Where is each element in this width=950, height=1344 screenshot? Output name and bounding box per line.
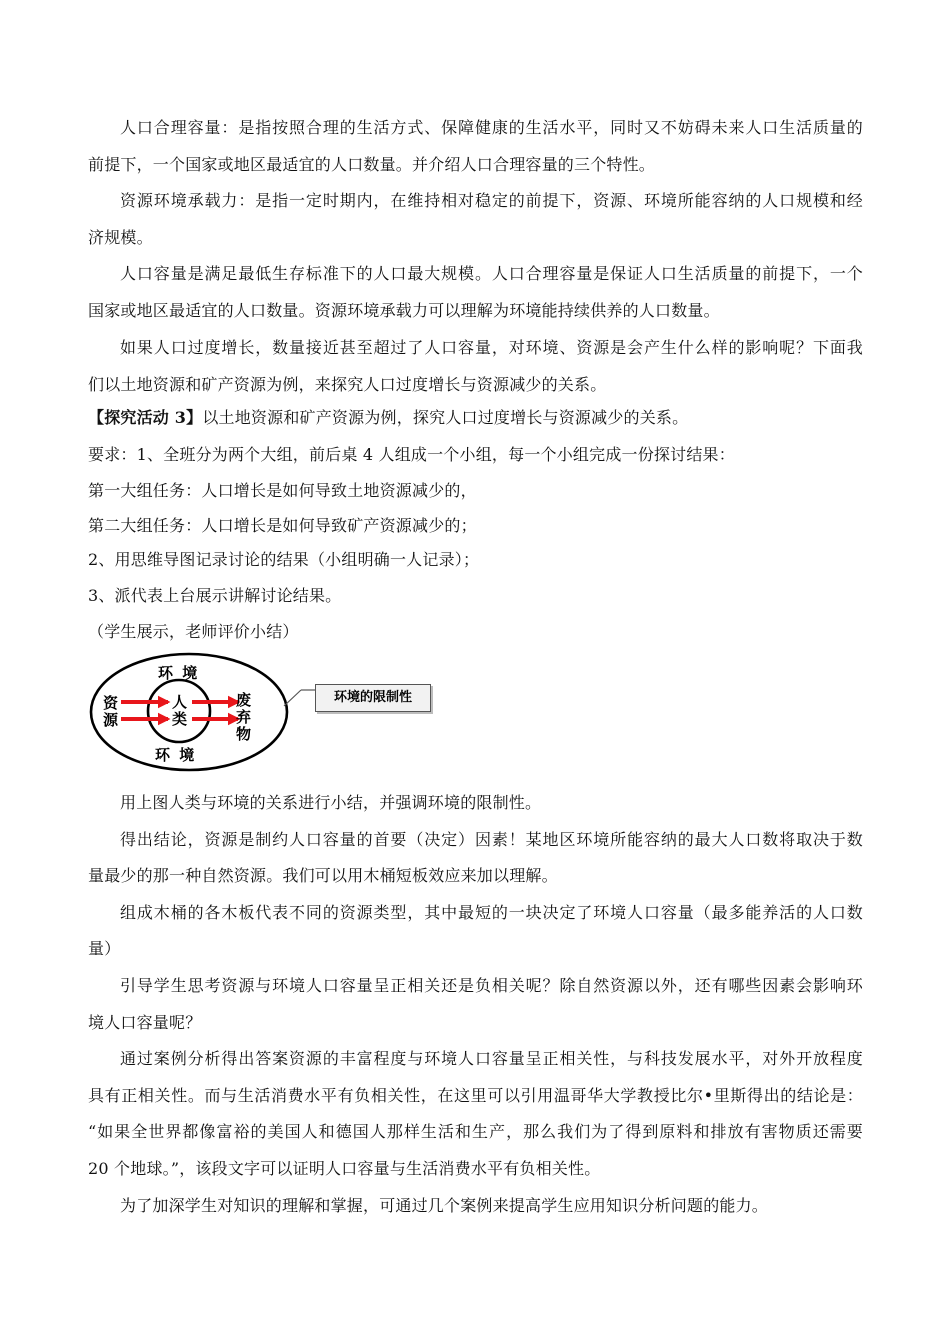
paragraph-line: 国家或地区最适宜的人口数量。资源环境承载力可以理解为环境能持续供养的人口数量。 bbox=[88, 301, 720, 320]
paragraph-line: 量） bbox=[88, 939, 121, 958]
paragraph-line: 引导学生思考资源与环境人口容量呈正相关还是负相关呢？除自然资源以外，还有哪些因素会影响环 bbox=[120, 976, 863, 995]
student-show-note: （学生展示，老师评价小结） bbox=[88, 622, 299, 641]
paragraph-line: 通过案例分析得出答案资源的丰富程度与环境人口容量呈正相关性，与科技发展水平，对外开放程度 bbox=[120, 1049, 863, 1068]
paragraph-line: 济规模。 bbox=[88, 228, 153, 247]
requirement-3: 3、派代表上台展示讲解讨论结果。 bbox=[88, 586, 342, 605]
environment-limitation-callout: 环境的限制性 bbox=[315, 684, 431, 712]
paragraph-line: 们以土地资源和矿产资源为例，来探究人口过度增长与资源减少的关系。 bbox=[88, 375, 607, 394]
environment-bottom-label: 环 境 bbox=[155, 746, 197, 764]
diagram-graphic bbox=[88, 652, 433, 777]
activity-text: 以土地资源和矿产资源为例，探究人口过度增长与资源减少的关系。 bbox=[202, 408, 689, 427]
paragraph-line: 20 个地球。”，该段文字可以证明人口容量与生活消费水平有负相关性。 bbox=[88, 1159, 601, 1178]
resources-label-2: 源 bbox=[103, 711, 119, 729]
paragraph-line: 用上图人类与环境的关系进行小结，并强调环境的限制性。 bbox=[120, 793, 542, 812]
paragraph-line: 境人口容量呢？ bbox=[88, 1013, 202, 1032]
task-group-2: 第二大组任务：人口增长是如何导致矿产资源减少的； bbox=[88, 516, 477, 535]
paragraph-line: “如果全世界都像富裕的美国人和德国人那样生活和生产，那么我们为了得到原料和排放有害物质还需要 bbox=[88, 1122, 863, 1141]
human-label-2: 类 bbox=[172, 710, 188, 728]
paragraph-line: 人口容量是满足最低生存标准下的人口最大规模。人口合理容量是保证人口生活质量的前提下，一个 bbox=[120, 264, 863, 283]
environment-top-label: 环 境 bbox=[158, 664, 200, 682]
paragraph-line: 资源环境承载力：是指一定时期内，在维持相对稳定的前提下，资源、环境所能容纳的人口规模和经 bbox=[120, 191, 863, 210]
paragraph-line: 前提下，一个国家或地区最适宜的人口数量。并介绍人口合理容量的三个特性。 bbox=[88, 155, 656, 174]
activity-heading bbox=[88, 408, 688, 428]
requirement-2: 2、用思维导图记录讨论的结果（小组明确一人记录）； bbox=[88, 550, 480, 569]
waste-label-3: 物 bbox=[236, 725, 252, 743]
waste-label-2: 弃 bbox=[236, 708, 252, 726]
human-label-1: 人 bbox=[172, 693, 188, 711]
activity-title: 【探究活动 3】 bbox=[88, 408, 203, 427]
callout-leader-line bbox=[284, 690, 301, 706]
paragraph-line: 量最少的那一种自然资源。我们可以用木桶短板效应来加以理解。 bbox=[88, 866, 558, 885]
paragraph-line: 组成木桶的各木板代表不同的资源类型，其中最短的一块决定了环境人口容量（最多能养活的人口数 bbox=[120, 903, 863, 922]
resources-label-1: 资 bbox=[103, 694, 119, 712]
paragraph-line: 为了加深学生对知识的理解和掌握，可通过几个案例来提高学生应用知识分析问题的能力。 bbox=[120, 1196, 769, 1215]
paragraph-line: 人口合理容量：是指按照合理的生活方式、保障健康的生活水平，同时又不妨碍未来人口生活质量的 bbox=[120, 118, 863, 137]
waste-label-1: 废 bbox=[236, 691, 252, 709]
paragraph-line: 如果人口过度增长，数量接近甚至超过了人口容量，对环境、资源是会产生什么样的影响呢？下面我 bbox=[120, 338, 863, 357]
paragraph-line: 得出结论，资源是制约人口容量的首要（决定）因素！某地区环境所能容纳的最大人口数将取决于数 bbox=[120, 830, 863, 849]
paragraph-line: 具有正相关性。而与生活消费水平有负相关性，在这里可以引用温哥华大学教授比尔•里斯得出的结论是： bbox=[88, 1086, 863, 1105]
task-group-1: 第一大组任务：人口增长是如何导致土地资源减少的， bbox=[88, 481, 477, 500]
requirement-1: 要求：1、全班分为两个大组，前后桌 4 人组成一个小组，每一个小组完成一份探讨结果： bbox=[88, 445, 735, 464]
human-environment-diagram bbox=[88, 652, 433, 777]
